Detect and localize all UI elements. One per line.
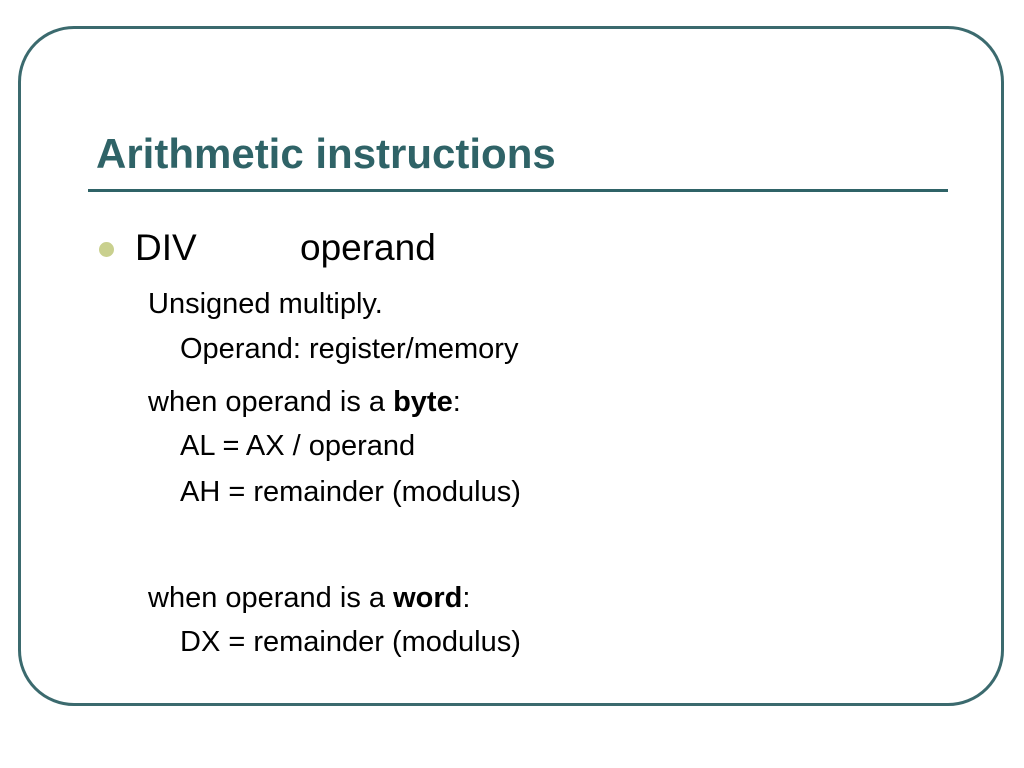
word-case-heading (148, 580, 470, 616)
byte-quotient-line: AL = AX / operand (180, 430, 416, 462)
byte-keyword: byte (393, 386, 453, 418)
instruction-mnemonic: DIV (135, 227, 197, 268)
word-keyword: word (393, 582, 463, 614)
word-case-suffix: : (462, 582, 471, 614)
byte-case-prefix: when operand is a (148, 386, 394, 418)
word-remainder-line: DX = remainder (modulus) (180, 626, 521, 658)
word-case-prefix: when operand is a (148, 582, 394, 614)
operand-type-line: Operand: register/memory (180, 333, 519, 365)
description-line: Unsigned multiply. (148, 288, 383, 320)
bullet-dot-icon (99, 242, 114, 257)
instruction-operand: operand (300, 227, 436, 268)
byte-case-heading (148, 384, 461, 420)
slide-title: Arithmetic instructions (96, 130, 556, 177)
byte-remainder-line: AH = remainder (modulus) (180, 476, 521, 508)
title-underline (88, 189, 948, 192)
byte-case-suffix: : (452, 386, 461, 418)
